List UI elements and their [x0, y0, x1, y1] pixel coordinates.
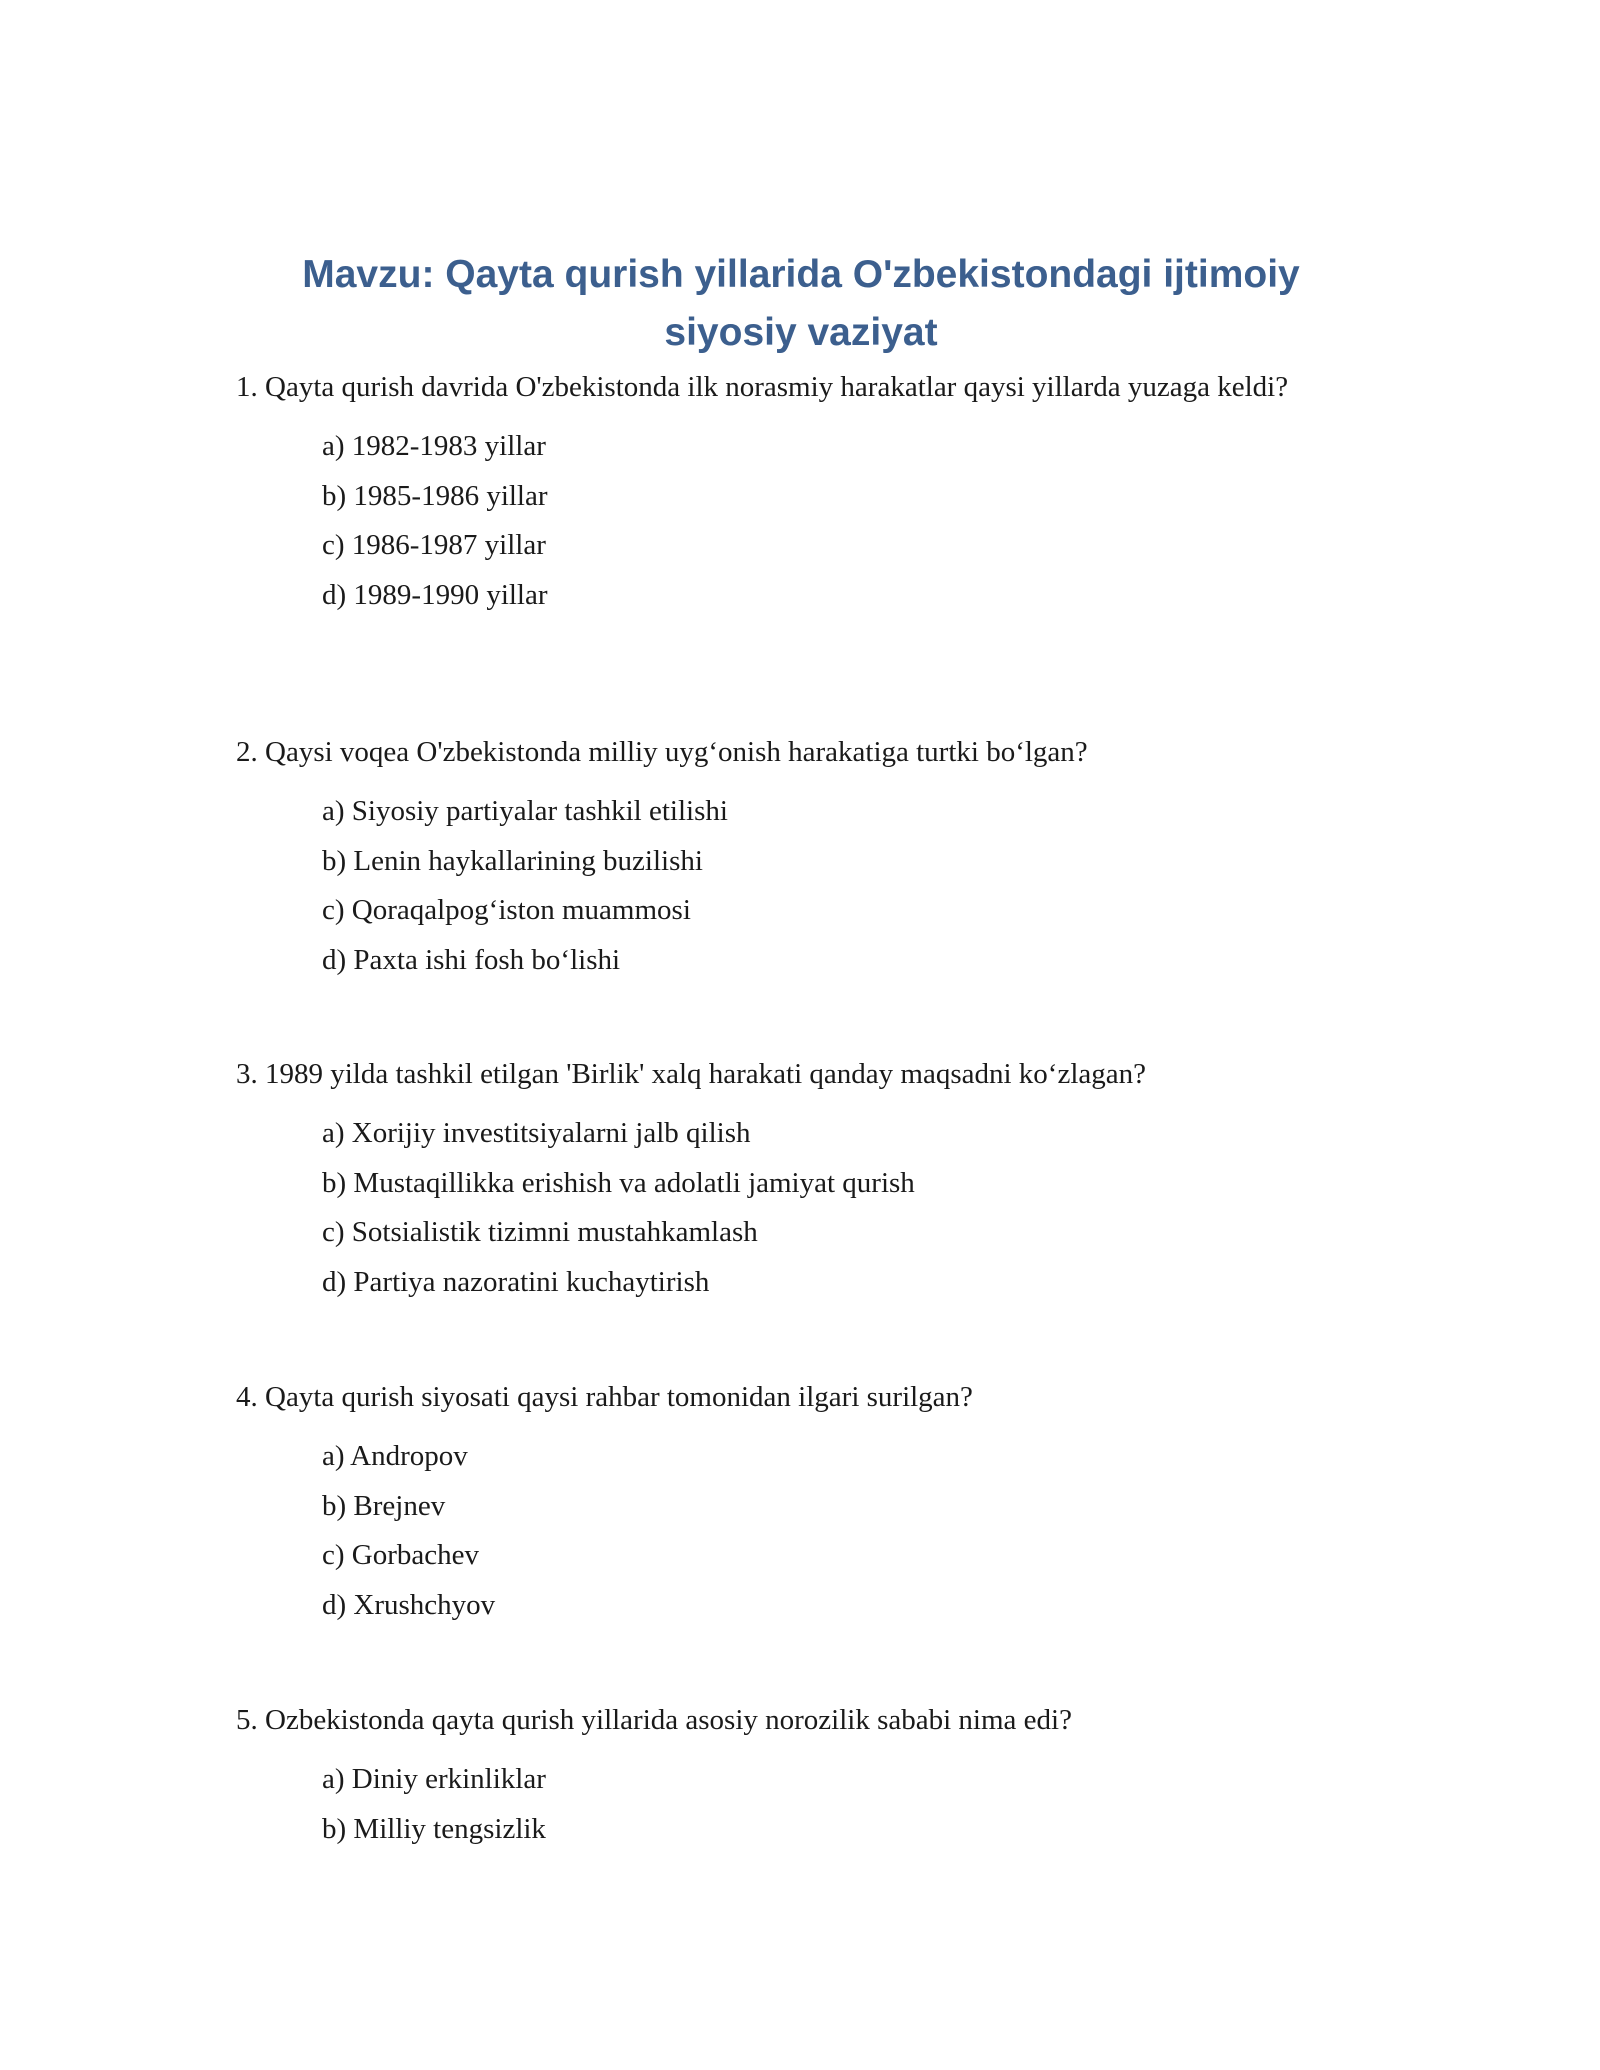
answer-option-b: b) 1985-1986 yillar [322, 479, 548, 512]
answer-option-d: d) Paxta ishi fosh bo‘lishi [322, 943, 621, 976]
answer-option-d: d) 1989-1990 yillar [322, 578, 548, 611]
answer-option-c: c) 1986-1987 yillar [322, 529, 546, 561]
answer-option-c: c) Qoraqalpog‘iston muammosi [322, 894, 691, 926]
answer-option-d: d) Partiya nazoratini kuchaytirish [322, 1265, 710, 1298]
answer-option-c: c) Gorbachev [322, 1539, 479, 1571]
answer-option-a: a) 1982-1983 yillar [322, 430, 546, 462]
answer-options [236, 1755, 1326, 1854]
question-text: 3. 1989 yilda tashkil etilgan 'Birlik' xalq harakati qanday maqsadni ko‘zlagan? [236, 1058, 1147, 1090]
answer-option-a: a) Andropov [322, 1440, 468, 1472]
answer-option-a: a) Siyosiy partiyalar tashkil etilishi [322, 795, 728, 827]
question-5 [236, 1700, 1326, 1854]
document-title: Mavzu: Qayta qurish yillarida O'zbekistondagi ijtimoiy siyosiy vaziyat [302, 253, 1300, 354]
question-text: 5. Ozbekistonda qayta qurish yillarida asosiy norozilik sababi nima edi? [236, 1704, 1072, 1736]
question-text: 4. Qayta qurish siyosati qaysi rahbar tomonidan ilgari surilgan? [236, 1381, 973, 1413]
answer-option-c: c) Sotsialistik tizimni mustahkamlash [322, 1216, 758, 1248]
answer-options [236, 1109, 1326, 1307]
answer-option-b: b) Lenin haykallarining buzilishi [322, 844, 703, 877]
answer-options [236, 422, 1326, 620]
answer-option-d: d) Xrushchyov [322, 1588, 496, 1621]
question-text: 2. Qaysi voqea O'zbekistonda milliy uyg‘onish harakatiga turtki bo‘lgan? [236, 736, 1088, 768]
answer-options [236, 1432, 1326, 1630]
question-2 [236, 732, 1326, 985]
answer-option-b: b) Milliy tengsizlik [322, 1812, 546, 1845]
question-3 [236, 1054, 1326, 1307]
answer-options [236, 787, 1326, 985]
answer-option-b: b) Mustaqillikka erishish va adolatli jamiyat qurish [322, 1166, 915, 1199]
answer-option-a: a) Diniy erkinliklar [322, 1763, 546, 1795]
question-text: 1. Qayta qurish davrida O'zbekistonda ilk norasmiy harakatlar qaysi yillarda yuzaga keldi? [236, 371, 1289, 403]
question-4 [236, 1377, 1326, 1630]
answer-option-b: b) Brejnev [322, 1489, 446, 1522]
question-1 [236, 367, 1326, 620]
answer-option-a: a) Xorijiy investitsiyalarni jalb qilish [322, 1117, 751, 1149]
